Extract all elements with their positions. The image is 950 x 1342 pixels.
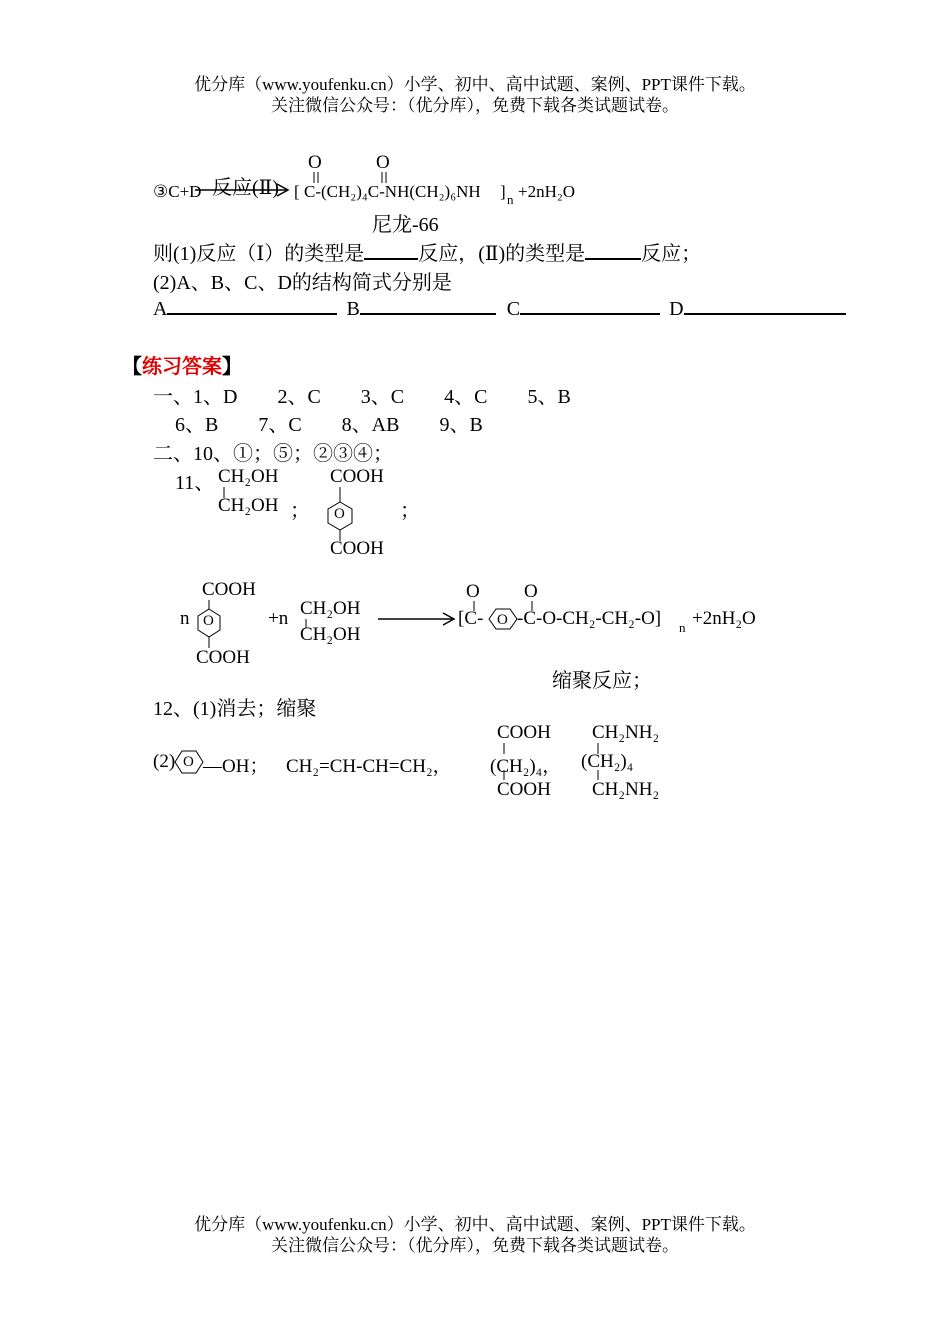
blank-label-b: B xyxy=(346,298,360,320)
reaction-3-rhs: +2nH₂O xyxy=(518,182,576,201)
answer-12-phenol-tail: —OH； xyxy=(203,756,269,777)
answer-11-glycol-top: CH₂OH xyxy=(218,466,279,487)
header-line-1: 优分库（www.youfenku.cn）小学、初中、高中试题、案例、PPT课件下载。 xyxy=(194,75,756,94)
poly-reaction-type: 缩聚反应； xyxy=(552,670,652,692)
blank-label-d: D xyxy=(669,298,684,320)
poly-n-subscript: n xyxy=(679,620,686,635)
answer-blank-d[interactable] xyxy=(684,295,846,315)
answers-title xyxy=(122,350,242,379)
poly-oxygen-2: O xyxy=(524,581,538,602)
question-1-part-2: 反应，(Ⅱ)的类型是 xyxy=(418,243,586,265)
answer-blank-1[interactable] xyxy=(364,240,418,260)
poly-acid-bottom: COOH xyxy=(196,647,250,668)
reaction-3-oxygen-1: O xyxy=(308,152,322,173)
footer-line-1: 优分库（www.youfenku.cn）小学、初中、高中试题、案例、PPT课件下载。 xyxy=(194,1215,756,1234)
poly-glycol-bottom: CH₂OH xyxy=(300,624,361,645)
reaction-3-lhs: ③C+D xyxy=(153,182,202,201)
reaction-3-oxygen-2: O xyxy=(376,152,390,173)
answer-blank-a[interactable] xyxy=(167,295,337,315)
answer-12-adipic-top: COOH xyxy=(497,722,551,743)
reaction-3-condition: 反应(Ⅱ) xyxy=(212,177,279,199)
reaction-3-bracket-right: ] xyxy=(500,182,506,201)
answer-11-label: 11、 xyxy=(175,472,215,494)
answer-11-acid-top: COOH xyxy=(330,466,384,487)
answer-12-adipic-mid: (CH₂)₄， xyxy=(490,756,562,777)
question-1-part-3: 反应； xyxy=(641,243,702,265)
question-2: (2)A、B、C、D的结构简式分别是 xyxy=(153,272,452,294)
answer-12-adipic-bottom: COOH xyxy=(497,779,551,800)
blank-label-c: C xyxy=(506,298,521,320)
poly-oxygen-1: O xyxy=(466,581,480,602)
reaction-3-bracket-left: [ xyxy=(294,182,300,201)
answers-title-open: 【 xyxy=(122,356,142,378)
answer-11-acid-bottom: COOH xyxy=(330,538,384,559)
answer-blank-2[interactable] xyxy=(585,240,641,260)
answer-12-diamine-bottom: CH₂NH₂ xyxy=(592,779,660,800)
poly-rhs: +2nH₂O xyxy=(692,608,756,629)
nylon-66-label: 尼龙-66 xyxy=(372,214,439,236)
answer-11-semicolon-2: ； xyxy=(400,500,420,522)
answers-title-text: 练习答案 xyxy=(142,354,222,378)
question-1 xyxy=(153,237,701,266)
answer-10: 二、10、①；⑤；②③④； xyxy=(153,443,393,465)
mc-answers-line-2: 6、B 7、C 8、AB 9、B xyxy=(175,414,483,436)
poly-acid-top: COOH xyxy=(202,579,256,600)
answer-12-diamine-mid: (CH₂)₄ xyxy=(581,751,634,772)
answer-blank-c[interactable] xyxy=(520,295,660,315)
poly-n: n xyxy=(180,608,190,629)
question-1-part-1: 则(1)反应（Ⅰ）的类型是 xyxy=(153,243,365,265)
answer-11-ring-label: O xyxy=(334,506,345,522)
answers-title-close: 】 xyxy=(222,356,242,378)
answer-12-diamine-top: CH₂NH₂ xyxy=(592,722,660,743)
reaction-3-n: n xyxy=(507,192,514,207)
poly-arrow-head xyxy=(443,613,454,625)
poly-ring-1-label: O xyxy=(203,613,214,629)
answer-blank-b[interactable] xyxy=(360,295,496,315)
header-line-2: 关注微信公众号：（优分库），免费下载各类试题试卷。 xyxy=(271,96,679,115)
structure-blanks xyxy=(153,295,846,321)
answer-12-butadiene: CH₂=CH-CH=CH₂， xyxy=(286,756,452,777)
reaction-3-chain: C-(CH₂)₄C-NH(CH₂)₆NH xyxy=(304,182,481,201)
poly-plus-n: +n xyxy=(268,608,289,629)
answer-11-glycol-bottom: CH₂OH xyxy=(218,495,279,516)
answer-12-ring-label: O xyxy=(183,754,194,770)
poly-glycol-top: CH₂OH xyxy=(300,598,361,619)
blank-label-a: A xyxy=(153,298,168,320)
answer-11-semicolon-1: ； xyxy=(290,500,310,522)
answer-12-prefix: (2) xyxy=(153,751,176,772)
poly-product-end: -C-O-CH₂-CH₂-O] xyxy=(517,608,662,629)
poly-ring-2-label: O xyxy=(497,612,508,628)
answer-12-line-1: 12、(1)消去；缩聚 xyxy=(153,698,317,720)
mc-answers-line-1: 一、1、D 2、C 3、C 4、C 5、B xyxy=(153,386,571,408)
footer-line-2: 关注微信公众号：（优分库），免费下载各类试题试卷。 xyxy=(271,1236,679,1255)
poly-product-start: [C- xyxy=(458,608,484,629)
